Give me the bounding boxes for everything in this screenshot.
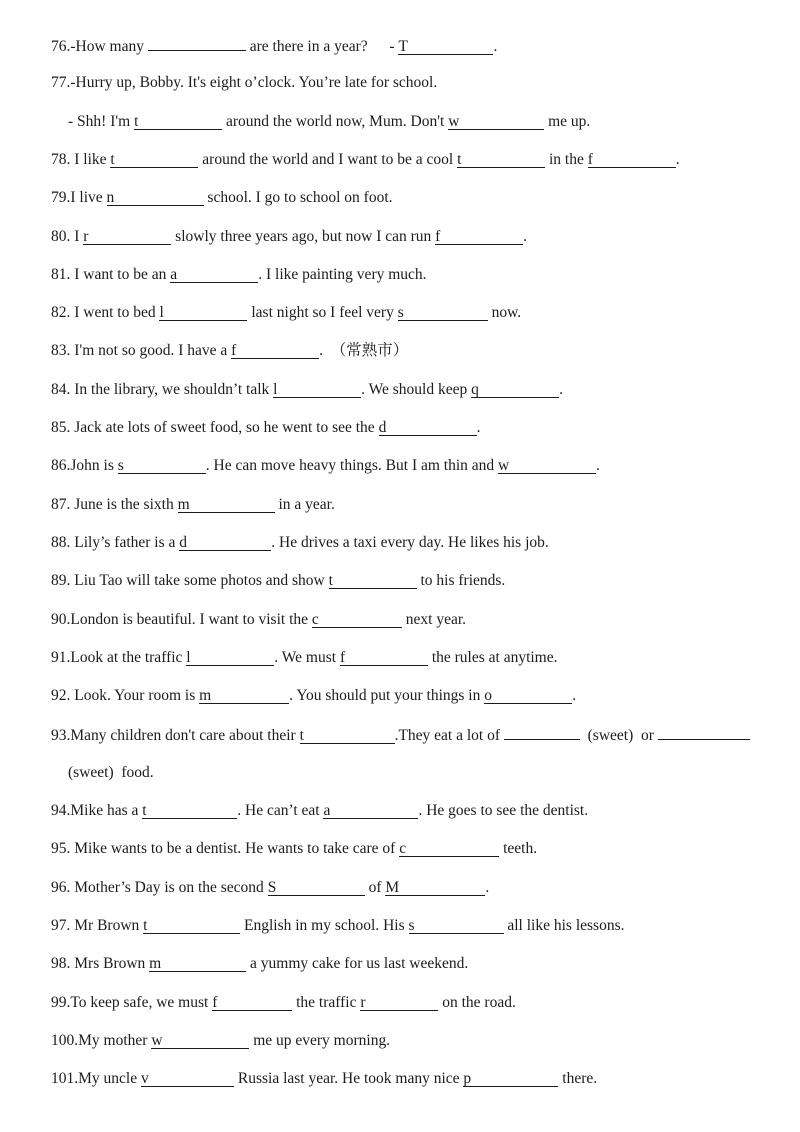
answer-blank[interactable] (409, 917, 504, 934)
exercise-text: in a year. (274, 495, 335, 513)
exercise-text: to his friends. (416, 572, 506, 590)
exercise-text: on the road. (438, 993, 516, 1011)
answer-blank[interactable] (141, 1070, 234, 1087)
exercise-line (51, 723, 790, 745)
exercise-text: Russia last year. He took many nice (233, 1070, 464, 1088)
exercise-text: next year. (401, 610, 467, 628)
answer-blank[interactable] (340, 649, 428, 666)
answer-blank[interactable] (448, 113, 544, 130)
answer-blank[interactable] (300, 727, 395, 744)
exercise-text: 80. I (51, 227, 84, 245)
answer-blank[interactable] (360, 994, 438, 1011)
answer-blank[interactable] (379, 419, 477, 436)
exercise-line (51, 149, 790, 171)
exercise-line (51, 340, 790, 362)
exercise-text: 76.-How many (51, 38, 148, 55)
answer-blank[interactable] (212, 994, 292, 1011)
exercise-text: 98. Mrs Brown (51, 955, 150, 973)
answer-blank[interactable] (178, 496, 275, 513)
exercise-text: 97. Mr Brown (51, 916, 144, 934)
exercise-line (51, 302, 790, 324)
answer-blank[interactable] (463, 1070, 558, 1087)
hint-letter: d (378, 419, 387, 436)
hint-letter: l (273, 380, 278, 398)
hint-letter: t (299, 727, 304, 745)
hint-letter: o (484, 687, 492, 705)
hint-letter: f (435, 227, 441, 245)
hint-letter: t (110, 150, 115, 168)
exercise-text: the traffic (292, 993, 361, 1011)
exercise-text: 99.To keep safe, we must (51, 993, 213, 1011)
hint-letter: M (385, 878, 400, 896)
exercise-text: 82. I went to bed (51, 304, 160, 322)
exercise-text: 88. Lily’s father is a (51, 533, 180, 551)
exercise-text: of (364, 878, 386, 896)
exercise-text: there. (558, 1070, 598, 1088)
exercise-text: - Shh! I'm (68, 112, 135, 130)
hint-letter: s (117, 457, 124, 475)
answer-blank[interactable] (273, 381, 361, 398)
answer-blank[interactable] (457, 151, 545, 168)
exercise-text: . (493, 38, 498, 55)
exercise-text: me up every morning. (249, 1031, 391, 1049)
exercise-text: a yummy cake for us last weekend. (246, 955, 469, 973)
exercise-text: 86.John is (51, 457, 118, 475)
exercise-line (51, 609, 790, 631)
answer-blank[interactable] (268, 879, 365, 896)
exercise-text: (sweet) food. (68, 763, 154, 781)
exercise-text: .They eat a lot of (394, 727, 504, 745)
hint-letter: a (170, 265, 178, 283)
hint-letter: l (159, 304, 164, 322)
exercise-line (51, 455, 790, 477)
exercise-text: . You should put your things in (289, 687, 485, 705)
exercise-text: teeth. (499, 840, 538, 858)
exercise-text: me up. (544, 112, 591, 130)
answer-blank[interactable] (199, 687, 289, 704)
exercise-line (51, 570, 790, 592)
answer-blank[interactable] (142, 802, 237, 819)
exercise-text: 96. Mother’s Day is on the second (51, 878, 268, 896)
answer-blank[interactable] (118, 457, 206, 474)
exercise-text: now. (487, 304, 522, 322)
exercise-text: (sweet) or (579, 727, 658, 745)
exercise-text: . He can move heavy things. But I am thin and (205, 457, 499, 475)
exercise-line (51, 953, 790, 975)
hint-letter: c (399, 840, 407, 858)
hint-letter: r (360, 993, 366, 1011)
exercise-text: . I like painting very much. (258, 265, 427, 283)
exercise-text: . (559, 380, 563, 398)
hint-letter: t (134, 112, 139, 130)
exercise-text: 81. I want to be an (51, 265, 171, 283)
answer-blank[interactable] (484, 687, 572, 704)
exercise-text: . (596, 457, 600, 475)
answer-blank[interactable] (399, 840, 499, 857)
exercise-text: 92. Look. Your room is (51, 687, 200, 705)
hint-letter: m (177, 495, 190, 513)
answer-blank[interactable] (110, 151, 198, 168)
exercise-text: 87. June is the sixth (51, 495, 178, 513)
exercise-text: 83. I'm not so good. I have a (51, 342, 232, 360)
exercise-text: . (523, 227, 528, 245)
answer-blank[interactable] (231, 342, 319, 359)
hint-letter: s (397, 304, 404, 322)
exercise-text: 77.-Hurry up, Bobby. It's eight o’clock. You’re late for school. (51, 74, 438, 92)
exercise-text: the rules at anytime. (427, 648, 558, 666)
exercise-text: . (485, 878, 490, 896)
hint-letter: t (328, 572, 333, 590)
exercise-text: 95. Mike wants to be a dentist. He wants to take care of (51, 840, 400, 858)
answer-blank[interactable] (159, 304, 247, 321)
answer-blank[interactable] (435, 228, 523, 245)
exercise-text: 101.My uncle (51, 1070, 141, 1088)
hint-letter: l (186, 648, 191, 666)
answer-blank[interactable] (658, 723, 750, 740)
exercise-text: . (675, 150, 680, 168)
exercise-text: - (389, 38, 399, 55)
answer-blank[interactable] (398, 304, 488, 321)
answer-blank[interactable] (498, 457, 596, 474)
answer-blank[interactable] (107, 189, 204, 206)
exercise-text: slowly three years ago, but now I can run (171, 227, 436, 245)
hint-letter: f (587, 150, 593, 168)
exercise-line (51, 647, 790, 669)
exercise-text: 94.Mike has a (51, 802, 143, 819)
answer-blank[interactable] (134, 113, 222, 130)
answer-blank[interactable] (323, 802, 418, 819)
hint-letter: t (142, 802, 147, 819)
answer-blank[interactable] (329, 572, 417, 589)
exercise-text: 93.Many children don't care about their (51, 727, 300, 745)
hint-letter: w (151, 1031, 163, 1049)
answer-blank[interactable] (385, 879, 485, 896)
exercise-line (51, 379, 790, 401)
exercise-line (51, 838, 790, 860)
hint-letter: t (143, 916, 148, 934)
answer-blank[interactable] (504, 723, 580, 740)
hint-letter: c (311, 610, 319, 628)
answer-blank[interactable] (148, 34, 246, 51)
exercise-text: English in my school. His (240, 916, 409, 934)
hint-letter: S (267, 878, 277, 896)
hint-letter: f (339, 648, 346, 666)
exercise-text: . We should keep (361, 380, 472, 398)
hint-letter: v (140, 1070, 149, 1088)
exercise-line (68, 111, 790, 133)
answer-blank[interactable] (471, 381, 559, 398)
answer-blank[interactable] (186, 649, 274, 666)
hint-letter: n (106, 189, 115, 207)
exercise-text: . He drives a taxi every day. He likes his job. (271, 533, 549, 551)
exercise-text: . (476, 419, 481, 436)
exercise-text: in the (545, 150, 588, 168)
hint-letter: s (408, 916, 415, 934)
answer-blank[interactable] (151, 1032, 249, 1049)
hint-letter: d (179, 533, 188, 551)
exercise-text: last night so I feel very (247, 304, 398, 322)
exercise-text: . We must (274, 648, 340, 666)
exercise-line (51, 992, 790, 1014)
exercise-line (51, 800, 790, 822)
exercise-text: 84. In the library, we shouldn’t talk (51, 380, 274, 398)
exercise-line (51, 494, 790, 516)
answer-blank[interactable] (83, 228, 171, 245)
exercise-text: 85. Jack ate lots of sweet food, so he went to see the (51, 419, 379, 436)
exercise-text: around the world and I want to be a cool (198, 150, 458, 168)
exercise-text: around the world now, Mum. Don't (222, 112, 449, 130)
exercise-line (51, 226, 790, 248)
exercise-text: . He can’t eat (237, 802, 324, 819)
exercise-text: school. I go to school on foot. (203, 189, 393, 207)
answer-blank[interactable] (149, 955, 246, 972)
hint-letter: a (323, 802, 331, 819)
exercise-text: are there in a year? (245, 38, 376, 55)
hint-letter: p (463, 1070, 472, 1088)
exercise-text: . (572, 687, 577, 705)
exercise-text: 89. Liu Tao will take some photos and show (51, 572, 329, 590)
exercise-line (51, 264, 790, 286)
hint-letter: w (498, 457, 510, 475)
exercise-line (51, 1030, 790, 1052)
exercise-line (51, 915, 790, 937)
exercise-text: 78. I like (51, 150, 111, 168)
hint-letter: t (457, 150, 462, 168)
exercise-text: 91.Look at the traffic (51, 648, 187, 666)
hint-letter: f (212, 993, 218, 1011)
answer-blank[interactable] (312, 611, 402, 628)
exercise-text: 79.I live (51, 189, 107, 207)
exercise-line (68, 762, 790, 784)
hint-letter: m (149, 955, 162, 973)
exercise-line (51, 34, 790, 56)
exercise-text: . He goes to see the dentist. (418, 802, 589, 819)
answer-blank[interactable] (588, 151, 676, 168)
answer-blank[interactable] (170, 266, 258, 283)
exercise-line (51, 1068, 790, 1090)
hint-letter: w (448, 112, 460, 130)
answer-blank[interactable] (143, 917, 240, 934)
hint-letter: f (231, 342, 237, 360)
exercise-text: 100.My mother (51, 1031, 152, 1049)
exercise-line (51, 877, 790, 899)
exercise-line (51, 685, 790, 707)
exercise-line (51, 187, 790, 209)
answer-blank[interactable] (179, 534, 271, 551)
exercise-line (51, 532, 790, 554)
hint-letter: r (83, 227, 89, 245)
answer-blank[interactable] (398, 38, 493, 55)
exercise-line (51, 417, 790, 439)
exercise-text: . （常熟市） (319, 342, 409, 360)
exercise-text: all like his lessons. (503, 916, 625, 934)
hint-letter: q (471, 380, 479, 398)
hint-letter: T (398, 38, 408, 55)
exercise-line (51, 72, 790, 94)
hint-letter: m (199, 687, 212, 705)
exercise-text: 90.London is beautiful. I want to visit the (51, 610, 312, 628)
